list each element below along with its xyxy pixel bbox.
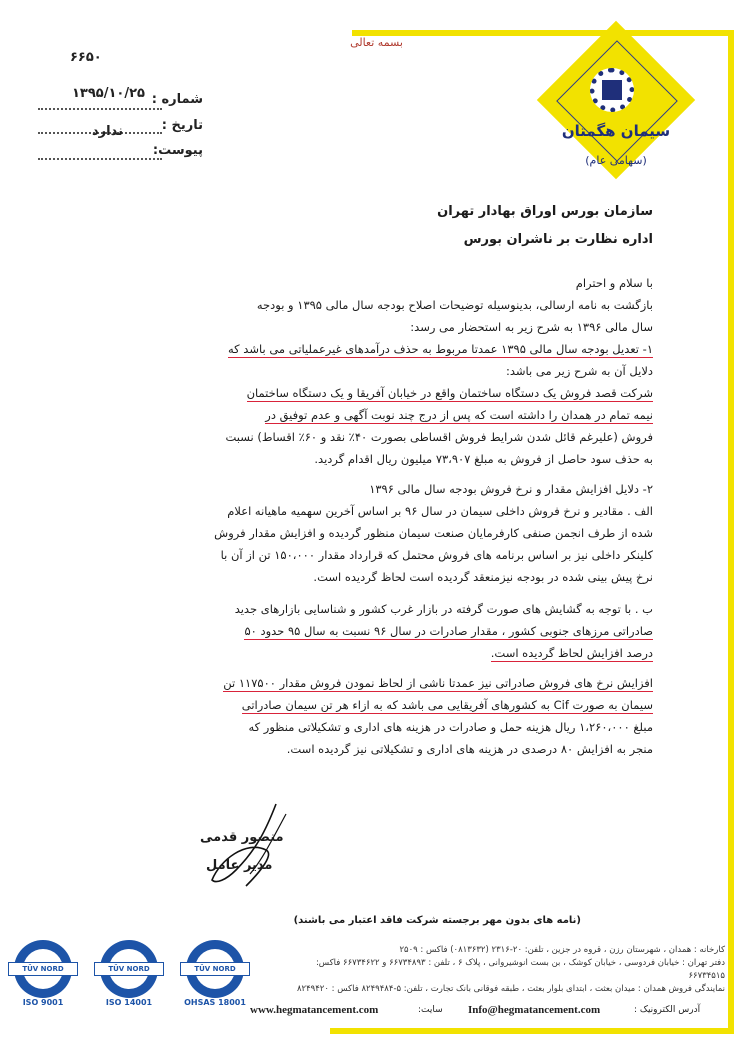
number-dotted-line	[38, 108, 162, 110]
badge-org-label: TÜV NORD	[8, 962, 78, 976]
letter-number-label: شماره :	[151, 92, 203, 107]
section1-line-6: به حذف سود حاصل از فروش به مبلغ ۷۳،۹۰۷ میلیون ریال اقدام گردید.	[314, 452, 653, 466]
addressee-organization: سازمان بورس اوراق بهادار تهران	[437, 204, 653, 219]
intro-line-1: بازگشت به نامه ارسالی، بدینوسیله توضیحات اصلاح بودجه سال مالی ۱۳۹۵ و بودجه	[256, 298, 653, 312]
signatory-name: منصور قدمی	[200, 830, 284, 845]
underlined-text: شرکت قصد فروش یک دستگاه ساختمان واقع در خیابان آفریقا و یک دستگاه ساختمان	[246, 386, 653, 400]
footer-addresses	[285, 944, 725, 996]
section2a-line-2: شده از طرف انجمن صنفی کارفرمایان صنعت سیمان منظور گردیده و افزایش مقدار فروش	[214, 526, 653, 540]
attachment-dotted-line	[38, 158, 162, 160]
tehran-office-address: دفتر تهران : خیابان فردوسی ، خیابان کوشک ، بن بست انوشیروانی ، پلاک ۶ ، تلفن : ۶۶۷۳۴۸۹۳ و ۶۶۷۳۴۶۲۲ فاکس: ۶۶۷۳۴۵۱۵	[315, 958, 725, 981]
handwritten-signature	[206, 800, 296, 890]
section2b-line-2	[101, 620, 653, 642]
letterhead-frame-bottom	[330, 1028, 734, 1034]
letter-number-value: ۶۶۵۰	[70, 50, 102, 65]
intro-line-2: سال مالی ۱۳۹۶ به شرح زیر به استحضار می رسد:	[410, 320, 653, 334]
section1-line-2: دلایل آن به شرح زیر می باشد:	[505, 364, 653, 378]
underlined-text: سیمان به صورت Cif به کشورهای آفریقایی می باشد که به ازاء هر تن سیمان صادراتی	[241, 698, 653, 712]
logo-company-type: (سهامی عام)	[585, 154, 647, 167]
seal-notice: (نامه های بدون مهر برجسته شرکت فاقد اعتبار می باشند)	[293, 915, 581, 926]
section2c-line-4: منجر به افزایش ۸۰ درصدی در هزینه های اداری و تشکیلاتی نیز گردیده است.	[286, 742, 653, 756]
badge-standard-label: ISO 14001	[105, 998, 153, 1007]
section2a-line-4: نرخ پیش بینی شده در بودجه نیزمنعقد گردیده است لحاظ گردیده است.	[313, 570, 653, 584]
underlined-text: افزایش نرخ های فروش صادراتی نیز عمدتا ناشی از لحاظ نمودن فروش مقدار ۱۱۷۵۰۰ تن	[223, 676, 653, 690]
section1-line-1	[101, 338, 653, 360]
section2a-line-3: کلینکر داخلی نیز بر اساس برنامه های فروش محتمل که قرارداد مقدار ۱۵۰،۰۰۰ تن از آن با	[220, 548, 653, 562]
section2c-line-2	[101, 694, 653, 716]
letter-date-label: تاریخ :	[161, 118, 203, 133]
underlined-text: نیمه تمام در همدان را داشته است که پس از درج چند نوبت آگهی و عدم توفیق در	[265, 408, 653, 422]
email-link[interactable]: Info@hegmatancement.com	[468, 1004, 601, 1016]
basmala: بسمه تعالی	[350, 36, 403, 49]
underlined-text: صادراتی مرزهای جنوبی کشور ، مقدار صادرات در سال ۹۶ نسبت به سال ۹۵ حدود ۵۰	[244, 624, 653, 638]
section1-line-5: فروش (علیرغم قائل شدن شرایط فروش اقساطی بصورت ۴۰٪ نقد و ۶۰٪ اقساط) نسبت	[225, 430, 653, 444]
email-label: آدرس الکترونیک :	[634, 1005, 701, 1015]
badge-org-label: TÜV NORD	[94, 962, 164, 976]
website-label: سایت:	[418, 1005, 443, 1015]
section2b-line-1: ب . با توجه به گشایش های صورت گرفته در بازار غرب کشور و شناسایی بازارهای جدید	[234, 602, 653, 616]
factory-address: کارخانه : همدان ، شهرستان رزن ، قروه در جزین ، تلفن: ۲۰-۲۳۱۶ (۰۸۱۳۶۳۲) فاکس : ۲۵۰۹	[399, 945, 725, 955]
letter-attachment-value: ندارد	[91, 124, 123, 139]
underlined-text: ۱- تعدیل بودجه سال مالی ۱۳۹۵ عمدتا مربوط به حذف درآمدهای غیرعملیاتی می باشد که	[228, 342, 653, 356]
section2c-line-1	[101, 672, 653, 694]
letter-attachment-label: پیوست:	[152, 143, 203, 158]
letterhead-frame-right	[728, 30, 734, 1030]
signatory-title: مدیر عامل	[206, 858, 273, 873]
greeting: با سلام و احترام	[575, 276, 653, 290]
section1-line-3	[101, 382, 653, 404]
addressee-department: اداره نظارت بر ناشران بورس	[463, 232, 653, 247]
hamedan-sales-address: نمایندگی فروش همدان : میدان بعثت ، ابتدای بلوار بعثت ، طبقه فوقانی بانک تجارت ، تلفن: ۵-۸۲۴۹۴۸۴ فاکس : ۸۲۴۹۴۲۰	[296, 984, 725, 994]
badge-standard-label: ISO 9001	[22, 998, 64, 1007]
website-link[interactable]: www.hegmatancement.com	[250, 1004, 379, 1016]
section2-heading: ۲- دلایل افزایش مقدار و نرخ فروش بودجه سال مالی ۱۳۹۶	[369, 482, 653, 496]
letter-date-value: ۱۳۹۵/۱۰/۲۵	[72, 86, 145, 101]
section2b-line-3	[101, 642, 653, 664]
section1-line-4	[101, 404, 653, 426]
letter-body	[101, 272, 653, 760]
underlined-text: درصد افزایش لحاظ گردیده است.	[490, 646, 653, 660]
section2c-line-3: مبلغ ۱،۲۶۰،۰۰۰ ریال هزینه حمل و صادرات در هزینه های اداری و تشکیلاتی منظور که	[248, 720, 653, 734]
logo-company-name: سیمان هگمتان	[561, 122, 671, 140]
badge-org-label: TÜV NORD	[180, 962, 250, 976]
section2a-line-1: الف . مقادیر و نرخ فروش داخلی سیمان در سال ۹۶ بر اساس آخرین سهمیه ماهیانه اعلام	[227, 504, 653, 518]
badge-standard-label: OHSAS 18001	[184, 998, 246, 1007]
factory-icon	[602, 80, 622, 100]
footer-contact-row	[250, 1004, 720, 1020]
